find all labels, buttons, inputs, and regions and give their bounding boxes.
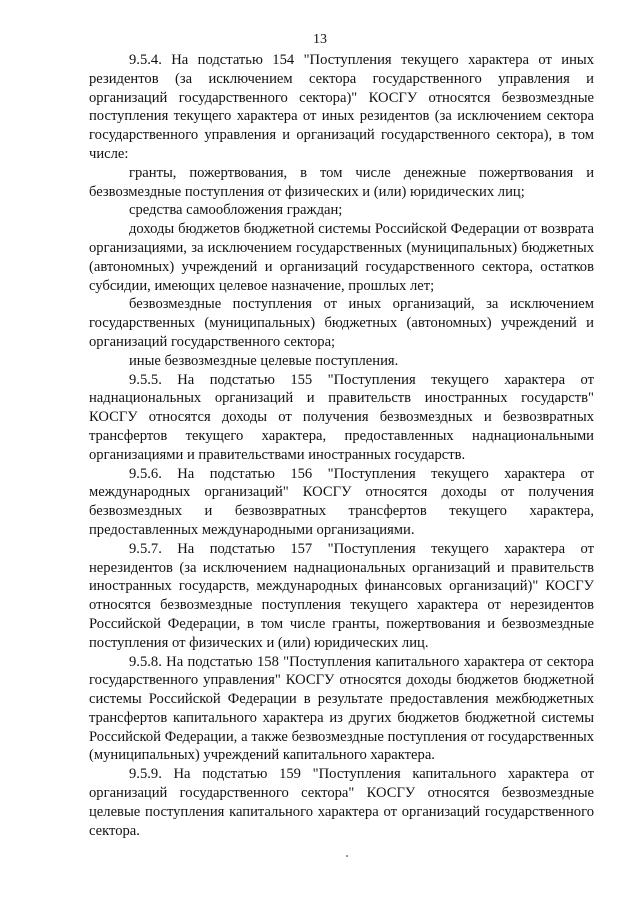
- list-item-self-taxation: средства самообложения граждан;: [129, 202, 343, 219]
- page-number: 13: [313, 32, 327, 47]
- paragraph-9-5-8: 9.5.8. На подстатью 158 "Поступления капитального характера от сектора государственного управления" КОСГУ относятся доходы бюджетов бюджетной системы Российской Федерации в результате предоставления межбюджетных трансфертов капитального характера из других бюджетов бюджетной системы Российской Федерации, а также безвозмездные поступления от государственных (муниципальных) учреждений капитального характера.: [89, 653, 594, 764]
- scan-speck: [346, 855, 348, 857]
- paragraph-9-5-7: 9.5.7. На подстатью 157 "Поступления текущего характера от нерезидентов (за исключением наднациональных организаций и правительств иностранных государств, международных финансовых организаций)" КОСГУ относятся безвозмездные поступления текущего характера от нерезидентов Российской Федерации, в том числе гранты, пожертвования и безвозмездные поступления от физических и (или) юридических лиц.: [89, 540, 594, 651]
- paragraph-9-5-9: 9.5.9. На подстатью 159 "Поступления капитального характера от организаций государственного сектора" КОСГУ относятся безвозмездные целевые поступления капитального характера от организаций государственного сектора.: [89, 766, 594, 839]
- paragraph-9-5-4: 9.5.4. На подстатью 154 "Поступления текущего характера от иных резидентов (за исключением сектора государственного управления и организаций государственного сектора)" КОСГУ относятся безвозмездные поступления текущего характера от иных резидентов (за исключением сектора государственного управления и организаций государственного сектора), в том числе:: [89, 52, 594, 162]
- paragraph-9-5-6: 9.5.6. На подстатью 156 "Поступления текущего характера от международных организаций" КОСГУ относятся доходы от получения безвозмездных и безвозвратных трансфертов текущего характера, предоставленных международными организациями.: [89, 465, 594, 538]
- document-body: [89, 51, 594, 840]
- list-item-subsidy-returns: доходы бюджетов бюджетной системы Российской Федерации от возврата организациями, за исключением государственных (муниципальных) бюджетных (автономных) учреждений и организаций государственного сектора, остатков субсидии, имеющих целевое назначение, прошлых лет;: [89, 221, 594, 294]
- paragraph-9-5-5: 9.5.5. На подстатью 155 "Поступления текущего характера от наднациональных организаций и правительств иностранных государств" КОСГУ относятся доходы от получения безвозмездных и безвозвратных трансфертов текущего характера, предоставленных наднациональными организациями и правительствами иностранных государств.: [89, 371, 594, 463]
- list-item-other-organizations: безвозмездные поступления от иных организаций, за исключением государственных (муниципальных) бюджетных (автономных) учреждений и организаций государственного сектора;: [89, 296, 594, 350]
- list-item-other-targeted: иные безвозмездные целевые поступления.: [129, 352, 399, 369]
- list-item-grants: гранты, пожертвования, в том числе денежные пожертвования и безвозмездные поступления от физических и (или) юридических лиц;: [89, 164, 594, 200]
